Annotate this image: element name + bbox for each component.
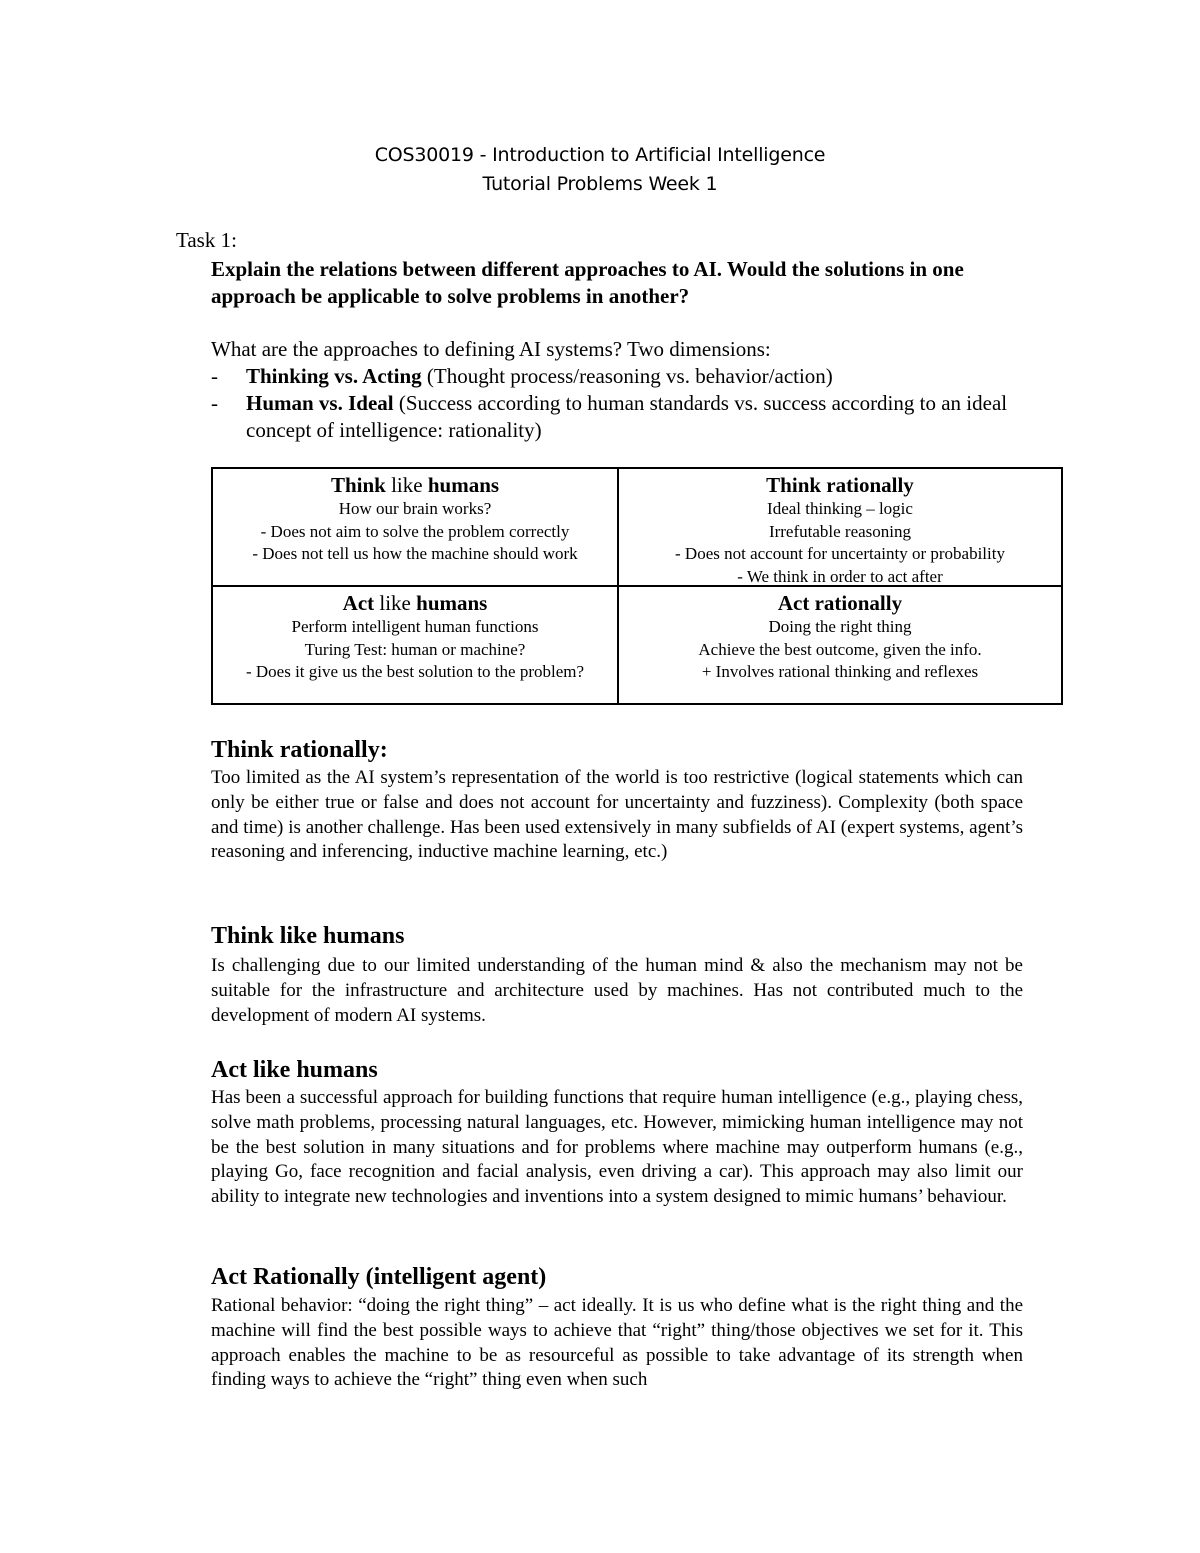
cell-heading: Act rationally: [777, 591, 903, 615]
section-body: Rational behavior: “doing the right thing” – act ideally. It is us who define what is the right thing and the machine will find the best possible ways to achieve that “right” thing/those objectives we set for it. This approach enables the machine to be as resourceful as possible to take advantage of its strength when finding ways to achieve the “right” thing even when such: [211, 1295, 1023, 1391]
section-heading: Think rationally:: [211, 737, 388, 763]
section-heading: Think like humans: [211, 923, 405, 949]
task-question: Explain the relations between different approaches to AI. Would the solutions in one approach be applicable to solve problems in another?: [211, 257, 964, 308]
cell-think-rationally: [619, 469, 1061, 587]
cell-heading: Think like humans: [330, 473, 500, 497]
course-title: COS30019 - Introduction to Artificial Intelligence: [374, 144, 826, 166]
dimension-title: Human vs. Ideal: [246, 391, 394, 415]
dimension-description: (Success according to human standards vs. success according to an ideal concept of intelligence: rationality): [246, 391, 1008, 442]
dimension-dash: -: [211, 364, 218, 388]
cell-line: Doing the right thing: [768, 617, 912, 636]
cell-line: Perform intelligent human functions: [291, 617, 539, 636]
cell-line: Turing Test: human or machine?: [304, 639, 526, 659]
section-body: Has been a successful approach for building functions that require human intelligence (e.g., playing chess, solve math problems, processing natural languages, etc. However, mimicking human intelligence may not be the best solution in many situations and for problems where machine may outperform humans (e.g., playing Go, face recognition and facial analysis, even driving a car). This approach may also limit our ability to integrate new technologies and inventions into a system designed to mimic humans’ behaviour.: [211, 1087, 1023, 1208]
dimensions-list: [211, 363, 1031, 444]
dimension-item: [211, 363, 1031, 390]
dimension-title: Thinking vs. Acting: [246, 364, 422, 388]
dimension-item: [211, 390, 1031, 444]
cell-line: - Does not account for uncertainty or probability: [675, 544, 1005, 563]
dimension-description: (Thought process/reasoning vs. behavior/action): [421, 364, 833, 388]
section-body: Too limited as the AI system’s representation of the world is too restrictive (logical statements which can only be either true or false and does not account for uncertainty and fuzziness). Complexity (both space and time) is another challenge. Has been used extensively in many subfields of AI (expert systems, agent’s reasoning and inferencing, inductive machine learning, etc.): [211, 767, 1023, 863]
tutorial-subtitle: Tutorial Problems Week 1: [482, 173, 718, 195]
approaches-table: [211, 467, 1063, 705]
cell-line: Achieve the best outcome, given the info.: [698, 639, 982, 659]
cell-act-rationally: [619, 587, 1061, 703]
task-label: Task 1:: [176, 228, 237, 252]
cell-line: How our brain works?: [338, 499, 492, 518]
cell-think-like-humans: [213, 469, 619, 587]
section-heading: Act Rationally (intelligent agent): [211, 1264, 547, 1290]
cell-act-like-humans: [213, 587, 619, 703]
cell-line: Irrefutable reasoning: [768, 521, 912, 541]
cell-line: - Does it give us the best solution to the problem?: [245, 662, 585, 681]
cell-heading: Act like humans: [342, 591, 488, 615]
cell-line: - Does not tell us how the machine should work: [252, 544, 578, 563]
cell-line: - Does not aim to solve the problem correctly: [260, 521, 570, 541]
dimension-dash: -: [211, 391, 218, 415]
cell-line: Ideal thinking – logic: [767, 499, 913, 518]
cell-line: + Involves rational thinking and reflexes: [701, 662, 979, 681]
cell-heading: Think rationally: [766, 473, 914, 497]
section-heading: Act like humans: [211, 1057, 378, 1083]
cell-line: - We think in order to act after: [737, 566, 943, 586]
task-intro: What are the approaches to defining AI systems? Two dimensions:: [211, 337, 771, 361]
section-body: Is challenging due to our limited understanding of the human mind & also the mechanism may not be suitable for the infrastructure and architecture used by machines. Has not contributed much to the development of modern AI systems.: [211, 955, 1023, 1026]
